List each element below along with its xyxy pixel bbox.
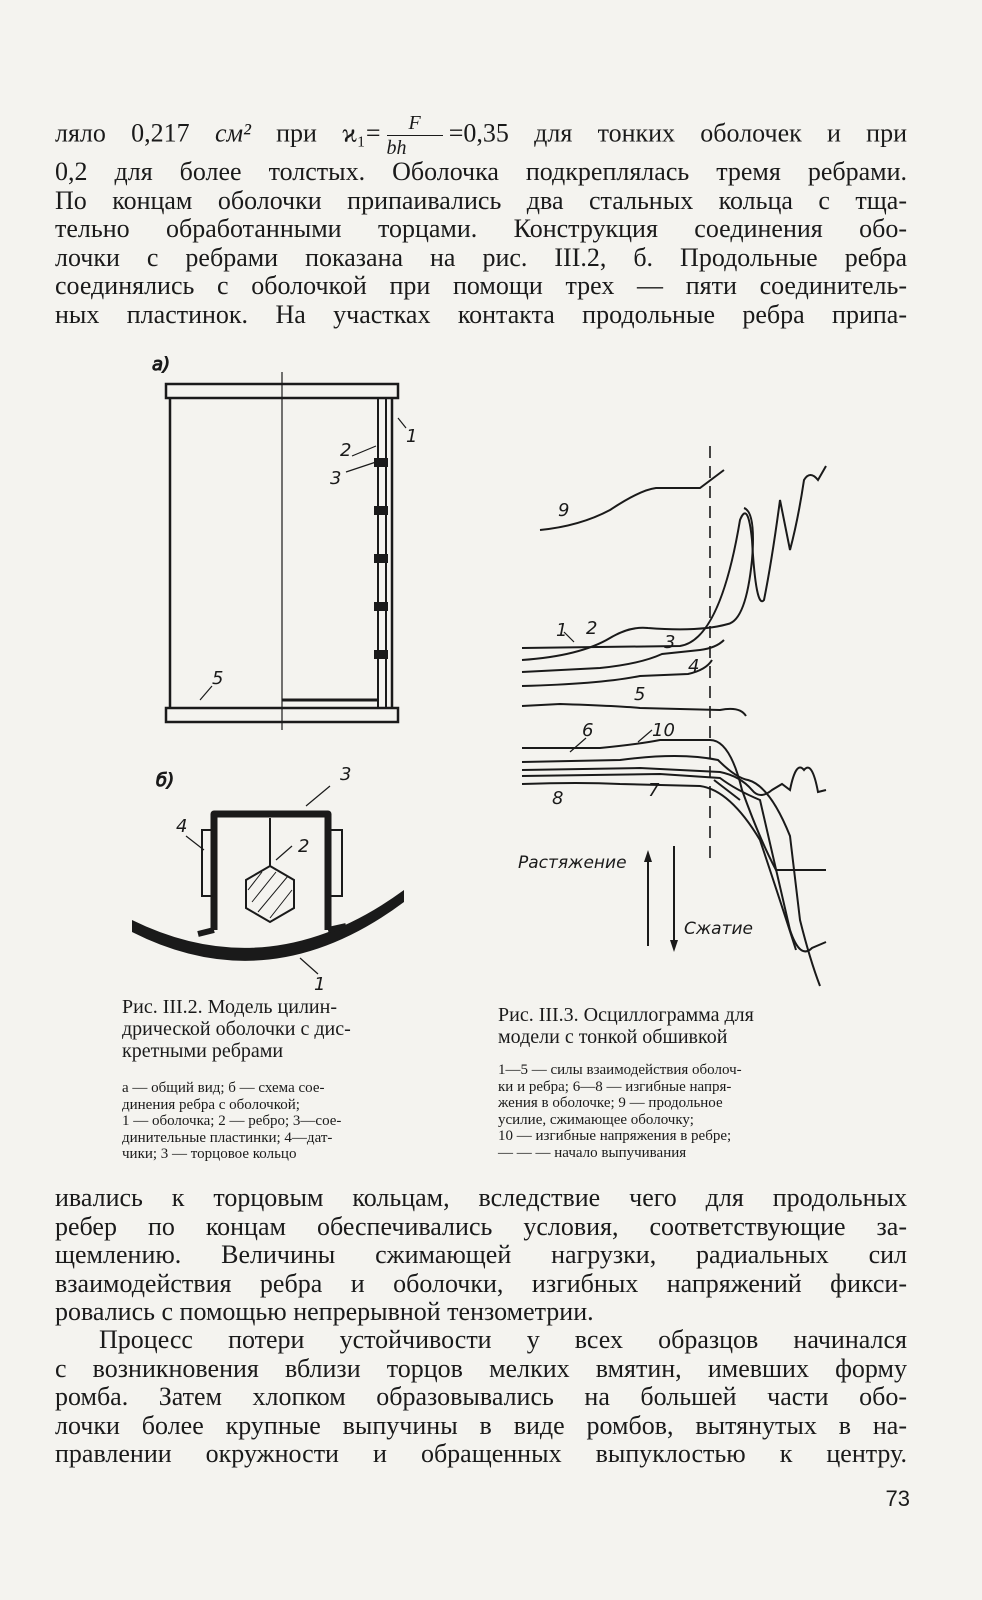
fig3-curve-4: 4 (688, 656, 700, 677)
fig2-legend-line: чики; 3 — торцовое кольцо (122, 1146, 297, 1162)
fraction-denominator: bh (386, 137, 407, 159)
fraction-numerator: F (387, 113, 443, 136)
paragraph-3-line: лочки более крупные выпучины в виде ромбов, вытянутых в на- (55, 1410, 907, 1440)
fig2-legend-line: динительные пластинки; 4—дат- (122, 1129, 333, 1146)
paragraph-3 (55, 1326, 907, 1469)
fig3-curve-6: 6 (582, 720, 594, 741)
paragraph-1-line: соединялись с оболочкой при помощи трех — пяти соединитель- (55, 271, 907, 301)
fig3-legend-line: 1—5 — силы взаимодействия оболоч- (498, 1062, 742, 1078)
fig3-curve-5: 5 (634, 684, 646, 705)
figure-3-2a-shell-view (152, 354, 406, 730)
fig3-compression-label: Сжатие (684, 919, 754, 939)
fig2-caption-line: кретными ребрами (122, 1040, 284, 1062)
paragraph-2 (55, 1184, 907, 1327)
paragraph-1-line: тельно обработанными торцами. Конструкция соединения обо- (55, 214, 907, 244)
fig3-curve-1: 1 (556, 620, 568, 641)
fig3-tension-label: Растяжение (518, 853, 627, 873)
fig2a-part-2: 2 (340, 440, 352, 461)
fig3-curve-8: 8 (552, 788, 564, 809)
fig2-legend (122, 1080, 424, 1163)
fig2-caption-line: дрической оболочки с дис- (122, 1018, 351, 1040)
paragraph-3-line: правлении окружности и обращенных выпуклостью к центру. (55, 1439, 907, 1469)
paragraph-2-line: ивались к торцовым кольцам, вследствие чего для продольных (55, 1183, 907, 1212)
fig3-caption-line: модели с тонкой обшивкой (498, 1026, 728, 1048)
figure-3-3-oscillogram (522, 446, 826, 986)
fig3-legend-line: — — — начало выпучивания (498, 1144, 687, 1161)
fig3-curve-10: 10 (652, 720, 675, 741)
fig2-label-a: а) (152, 354, 171, 375)
paragraph-1-line-1: ляло 0,217 см² при ϰ₁= $\frac{F}{bh}$ =0,35 для тонких оболочек и при (55, 112, 908, 159)
fig2b-part-2: 2 (298, 836, 310, 857)
fig2b-part-4: 4 (176, 816, 188, 837)
fig2b-part-1: 1 (314, 974, 326, 995)
fig2-label-b: б) (156, 770, 175, 791)
paragraph-1-line: По концам оболочки припаивались два стальных кольца с тща- (55, 185, 907, 215)
fig3-curve-7: 7 (648, 780, 660, 801)
fig3-legend-line: усилие, сжимающее оболочку; (498, 1111, 694, 1128)
fig2-caption-line: Рис. III.2. Модель цилин- (122, 996, 337, 1018)
fig3-caption-line: Рис. III.3. Осциллограмма для (498, 1004, 754, 1026)
unit-cm2: см² (214, 118, 251, 148)
fig3-legend-line: жения в оболочке; 9 — продольное (498, 1095, 723, 1111)
paragraph-1-line: ных пластинок. На участках контакта продольные ребра припа- (55, 299, 907, 329)
paragraph-2-line: ровались с помощью непрерывной тензометрии. (55, 1297, 594, 1327)
figure-3-2b-joint-scheme (132, 770, 404, 974)
fig2b-part-3: 3 (340, 764, 352, 785)
fig3-caption (498, 1004, 842, 1048)
fig2-legend-line: 1 — оболочка; 2 — ребро; 3—сое- (122, 1113, 342, 1129)
fig3-curve-3: 3 (664, 632, 676, 653)
fig2-legend-line: динения ребра с оболочкой; (122, 1096, 300, 1113)
fig2-legend-line: а — общий вид; б — схема сое- (122, 1080, 325, 1096)
fig2a-part-5: 5 (212, 668, 224, 689)
paragraph-1-line: 0,2 для более толстых. Оболочка подкреплялась тремя ребрами. (55, 157, 907, 186)
paragraph-3-line: ромба. Затем хлопком образовывались на большей части обо- (55, 1382, 907, 1412)
fig3-legend (498, 1062, 842, 1161)
fig2a-part-1: 1 (406, 426, 418, 447)
fig3-legend-line: 10 — изгибные напряжения в ребре; (498, 1128, 732, 1144)
paragraph-2-line: взаимодействия ребра и оболочки, изгибных напряжений фикси- (55, 1268, 907, 1298)
fig3-curve-9: 9 (558, 500, 570, 521)
paragraph-2-line: ребер по концам обеспечивались условия, соответствующие за- (55, 1211, 907, 1241)
paragraph-3-line: с возникновения вблизи торцов мелких вмятин, имевших форму (55, 1353, 907, 1383)
paragraph-2-line: щемлению. Величины сжимающей нагрузки, радиальных сил (55, 1240, 907, 1270)
fig2a-part-3: 3 (330, 468, 342, 489)
fig3-legend-line: ки и ребра; 6—8 — изгибные напря- (498, 1078, 732, 1095)
paragraph-3-line: Процесс потери устойчивости у всех образцов начинался (99, 1325, 907, 1354)
page-number: 73 (885, 1486, 910, 1511)
paragraph-1-line: лочки с ребрами показана на рис. III.2, б. Продольные ребра (55, 242, 907, 272)
fig3-curve-2: 2 (586, 618, 598, 639)
fig2-caption (122, 996, 424, 1062)
